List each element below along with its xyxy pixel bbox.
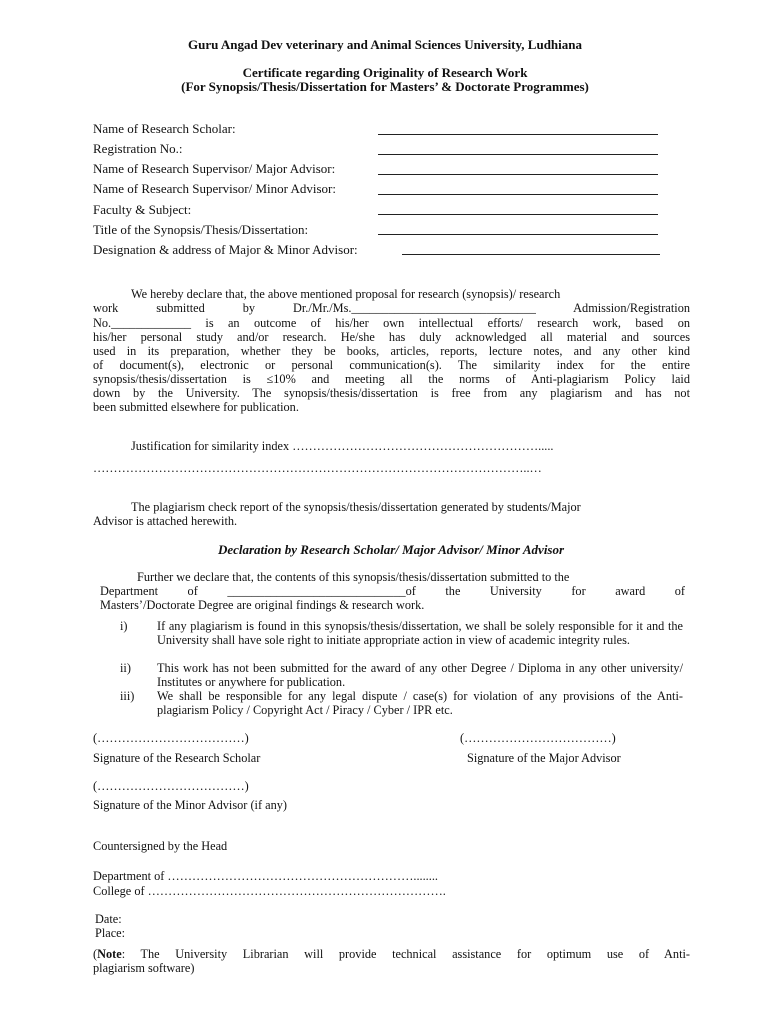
- list-item: [120, 689, 683, 717]
- certificate-title: Certificate regarding Originality of Research Work: [242, 65, 528, 80]
- field-label-faculty-subject: Faculty & Subject:: [93, 202, 192, 217]
- field-label-title: Title of the Synopsis/Thesis/Dissertation:: [93, 222, 309, 237]
- note-line-2: plagiarism software): [93, 961, 195, 975]
- major-advisor-signature-label: Signature of the Major Advisor: [467, 751, 621, 765]
- plagiarism-report-line-1: The plagiarism check report of the synopsis/thesis/dissertation generated by students/Major: [131, 500, 581, 514]
- note-bold-label: Note: [97, 947, 122, 961]
- justification-line-1[interactable]: Justification for similarity index …………………………………………………….....: [131, 439, 554, 453]
- scholar-signature-label: Signature of the Research Scholar: [93, 751, 261, 765]
- college-line[interactable]: College of ……………………………………………………………….: [93, 884, 446, 898]
- field-line-designation[interactable]: [402, 254, 660, 255]
- declaration-line-4: his/her personal study and/or research. He/she has duly acknowledged all material and sources: [93, 330, 690, 344]
- declaration-heading: Declaration by Research Scholar/ Major Advisor/ Minor Advisor: [217, 542, 565, 557]
- further-line-1: Further we declare that, the contents of this synopsis/thesis/dissertation submitted to the: [137, 570, 570, 584]
- declaration-line-5: used in its preparation, whether they be books, articles, reports, lecture notes, and any other kind: [93, 344, 690, 358]
- minor-advisor-signature-blank[interactable]: (………………………………): [93, 779, 249, 793]
- plagiarism-report-line-2: Advisor is attached herewith.: [93, 514, 238, 528]
- list-item: [120, 661, 683, 689]
- field-label-minor-advisor: Name of Research Supervisor/ Minor Advisor:: [93, 181, 336, 196]
- field-label-registration-no: Registration No.:: [93, 141, 183, 156]
- note-line-1: [93, 947, 690, 961]
- justification-line-2[interactable]: ……………………………………………………………………………………………..…: [93, 461, 542, 475]
- major-advisor-signature-blank[interactable]: (………………………………): [460, 731, 616, 745]
- university-name: Guru Angad Dev veterinary and Animal Sciences University, Ludhiana: [187, 37, 582, 52]
- list-item-text: We shall be responsible for any legal dispute / case(s) for violation of any provisions of the Anti-plagiarism Policy / Copyright Act / Piracy / Cyber / IPR etc.: [157, 689, 683, 717]
- list-item-number: iii): [120, 689, 135, 703]
- list-item-text: If any plagiarism is found in this synopsis/thesis/dissertation, we shall be solely responsible for it and the University shall have sole right to initiate appropriate action in view of academic integrity rules.: [157, 619, 683, 647]
- place-label: Place:: [95, 926, 126, 940]
- list-item: [120, 619, 683, 661]
- field-line-major-advisor[interactable]: [378, 174, 658, 175]
- field-line-minor-advisor[interactable]: [378, 194, 658, 195]
- declaration-line-8: down by the University. The synopsis/thesis/dissertation is free from any plagiarism and has not: [93, 386, 690, 400]
- further-line-2: Department of _____________________________of the University for award of: [100, 584, 685, 598]
- list-item-text: This work has not been submitted for the award of any other Degree / Diploma in any other university/ Institutes or anywhere for publication.: [157, 661, 683, 689]
- list-item-number: ii): [120, 661, 131, 675]
- field-label-designation: Designation & address of Major & Minor Advisor:: [93, 242, 358, 257]
- field-line-title[interactable]: [378, 234, 658, 235]
- note-open-paren: (: [93, 947, 98, 961]
- countersigned-label: Countersigned by the Head: [93, 839, 228, 853]
- field-label-major-advisor: Name of Research Supervisor/ Major Advisor:: [93, 161, 336, 176]
- field-line-registration-no[interactable]: [378, 154, 658, 155]
- certificate-subtitle: (For Synopsis/Thesis/Dissertation for Masters’ & Doctorate Programmes): [181, 79, 589, 94]
- scholar-signature-blank[interactable]: (………………………………): [93, 731, 249, 745]
- further-line-3: Masters’/Doctorate Degree are original findings & research work.: [100, 598, 425, 612]
- department-line[interactable]: Department of ……………………………………………………........: [93, 869, 438, 883]
- field-label-scholar-name: Name of Research Scholar:: [93, 121, 236, 136]
- declaration-line-1: We hereby declare that, the above mentioned proposal for research (synopsis)/ research: [131, 287, 561, 301]
- field-line-scholar-name[interactable]: [378, 134, 658, 135]
- declaration-line-6: of document(s), electronic or personal communication(s). The similarity index for the entire: [93, 358, 690, 372]
- date-label: Date:: [95, 912, 122, 926]
- declaration-line-2: work submitted by Dr./Mr./Ms.______________________________ Admission/Registration: [93, 301, 690, 315]
- minor-advisor-signature-label: Signature of the Minor Advisor (if any): [93, 798, 287, 812]
- list-item-number: i): [120, 619, 128, 633]
- field-line-faculty-subject[interactable]: [378, 214, 658, 215]
- declaration-line-7: synopsis/thesis/dissertation is ≤10% and meeting all the norms of Anti-plagiarism Policy laid: [93, 372, 690, 386]
- declaration-line-9: been submitted elsewhere for publication.: [93, 400, 299, 414]
- declaration-line-3: No._____________ is an outcome of his/her own intellectual efforts/ research work, based on: [93, 316, 690, 330]
- note-text: : The University Librarian will provide technical assistance for optimum use of Anti-: [121, 947, 690, 961]
